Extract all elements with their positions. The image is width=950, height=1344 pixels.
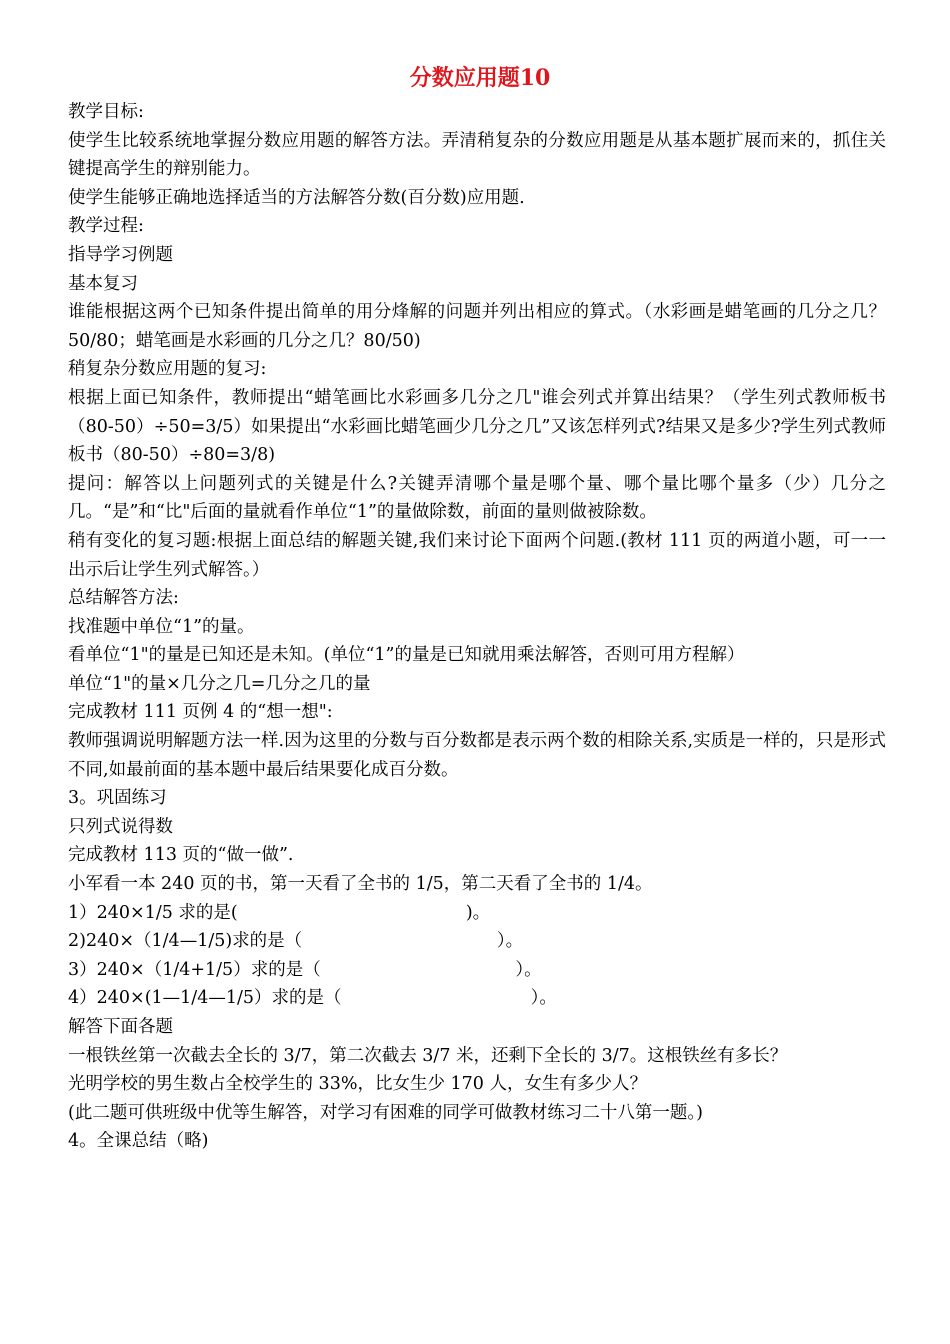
section-heading: 教学目标: [68, 102, 144, 122]
subheading: 基本复习 [68, 273, 138, 294]
paragraph: 完成教材 113 页的“做一做”. [68, 845, 294, 866]
exercise-item: 4）240×(1—1/4—1/5）求的是（ ）。 [68, 988, 557, 1009]
exercise-item: 3）240×（1/4+1/5）求的是（ ）。 [68, 959, 542, 980]
paragraph: 教师强调说明解题方法一样.因为这里的分数与百分数都是表示两个数的相除关系,实质是一样的，只是形式不同,如最前面的基本题中最后结果要化成百分数。 [68, 731, 886, 780]
paragraph: 使学生比较系统地掌握分数应用题的解答方法。弄清稍复杂的分数应用题是从基本题扩展而来的，抓住关键提高学生的辩别能力。 [68, 130, 886, 180]
document-title: 分数应用题10 [409, 65, 551, 91]
exercise-item: 光明学校的男生数占全校学生的 33%，比女生少 170 人，女生有多少人？ [68, 1074, 647, 1095]
paragraph: 找准题中单位“1”的量。 [68, 616, 255, 637]
paragraph: 谁能根据这两个已知条件提出简单的用分烽解的问题并列出相应的算式。（水彩画是蜡笔画的几分之几？50/80；蜡笔画是水彩画的几分之几？80/50) [68, 302, 886, 351]
subheading: 解答下面各题 [68, 1017, 173, 1037]
paragraph: 看单位“1"的量是已知还是未知。(单位“1”的量是已知就用乘法解答，否则可用方程解） [68, 645, 745, 666]
subheading: 稍复杂分数应用题的复习: [68, 359, 267, 380]
paragraph: 稍有变化的复习题:根据上面总结的解题关键,我们来讨论下面两个问题.(教材 111 页的两道小题，可一一出示后让学生列式解答。） [68, 530, 886, 580]
paragraph: 使学生能够正确地选择适当的方法解答分数(百分数)应用题. [68, 187, 525, 208]
section-heading: 教学过程: [68, 216, 144, 237]
section-heading: 3。巩固练习 [68, 788, 167, 809]
subheading: 指导学习例题 [68, 244, 173, 265]
paragraph: 完成教材 111 页例 4 的“想一想": [68, 702, 333, 723]
subheading: 只列式说得数 [68, 816, 173, 837]
subheading: 总结解答方法: [68, 588, 179, 609]
paragraph: 提问：解答以上问题列式的关键是什么?关键弄清哪个量是哪个量、哪个量比哪个量多（少）几分之几。“是”和“比"后面的量就看作单位“1”的量做除数，前面的量则做被除数。 [68, 473, 886, 523]
exercise-item: 一根铁丝第一次截去全长的 3/7，第二次截去 3/7 米，还剩下全长的 3/7。这根铁丝有多长？ [68, 1045, 788, 1066]
exercise-item: 2)240×（1/4—1/5)求的是（ ）。 [68, 931, 524, 952]
note: (此二题可供班级中优等生解答，对学习有困难的同学可做教材练习二十八第一题。) [68, 1102, 703, 1123]
paragraph: 单位“1"的量×几分之几=几分之几的量 [68, 673, 371, 694]
exercise-item: 1）240×1/5 求的是( )。 [68, 902, 491, 923]
exercise-prompt: 小军看一本 240 页的书，第一天看了全书的 1/5，第二天看了全书的 1/4。 [68, 874, 653, 895]
paragraph: 根据上面已知条件，教师提出“蜡笔画比水彩画多几分之几"谁会列式并算出结果？（学生列式教师板书（80-50）÷50=3/5）如果提出“水彩画比蜡笔画少几分之几”又该怎样列式?结果又是多少?学生列式教师板书（80-50）÷80=3/8) [68, 387, 886, 466]
document-page [68, 58, 886, 1156]
section-heading: 4。全课总结（略) [68, 1131, 209, 1152]
